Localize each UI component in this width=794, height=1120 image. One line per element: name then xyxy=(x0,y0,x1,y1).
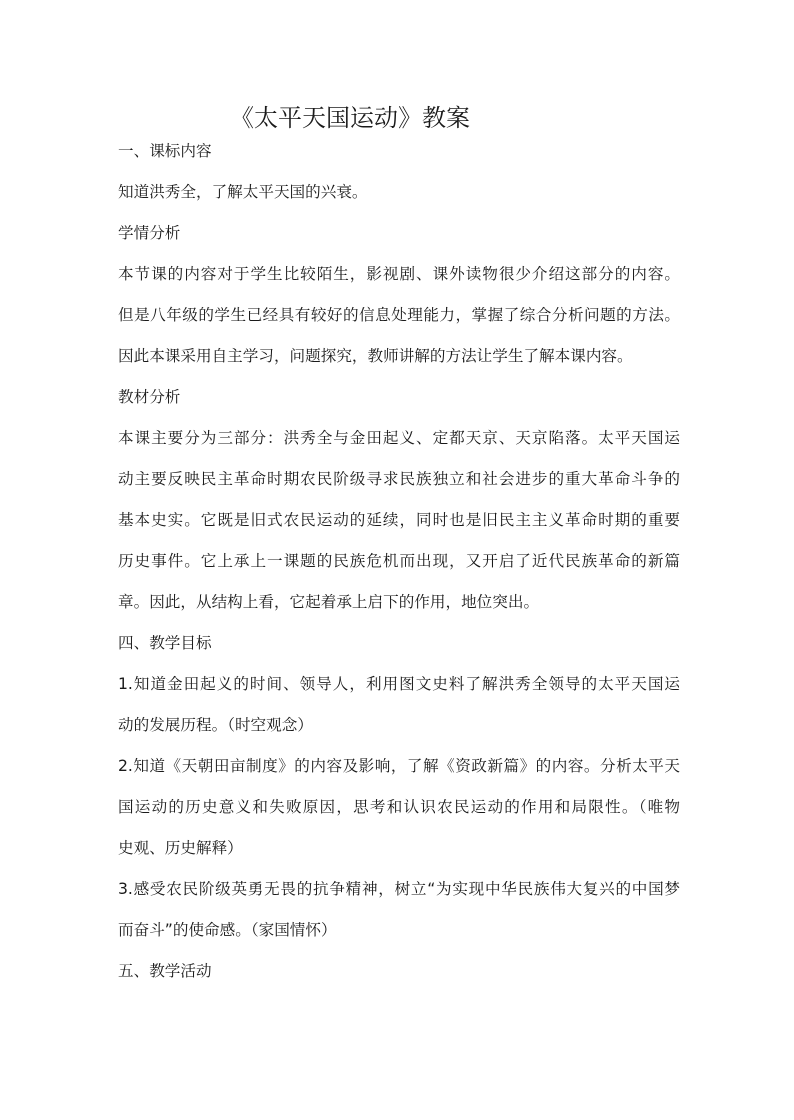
paragraph-line: 1.知道金田起义的时间、领导人，利用图文史料了解洪秀全领导的太平天国运 xyxy=(118,675,680,693)
paragraph-line: 2.知道《天朝田亩制度》的内容及影响，了解《资政新篇》的内容。分析太平天 xyxy=(118,757,680,775)
document-title: 《太平天国运动》教案 xyxy=(230,104,470,132)
paragraph-line: 3.感受农民阶级英勇无畏的抗争精神，树立“为实现中华民族伟大复兴的中国梦 xyxy=(118,880,680,898)
section-heading-curriculum: 一、课标内容 xyxy=(118,142,212,160)
section-heading-teaching-goals: 四、教学目标 xyxy=(118,634,212,652)
paragraph-line: 本节课的内容对于学生比较陌生，影视剧、课外读物很少介绍这部分的内容。 xyxy=(118,265,680,283)
paragraph-line: 动的发展历程。（时空观念） xyxy=(118,716,313,734)
paragraph-line: 史观、历史解释） xyxy=(118,839,243,857)
paragraph-line: 因此本课采用自主学习，问题探究，教师讲解的方法让学生了解本课内容。 xyxy=(118,347,633,365)
paragraph-line: 国运动的历史意义和失败原因，思考和认识农民运动的作用和局限性。（唯物 xyxy=(118,798,680,816)
paragraph-line: 基本史实。它既是旧式农民运动的延续，同时也是旧民主主义革命时期的重要 xyxy=(118,511,680,529)
paragraph-line: 而奋斗”的使命感。（家国情怀） xyxy=(118,921,337,939)
document-body xyxy=(118,141,680,1002)
section-heading-textbook-analysis: 教材分析 xyxy=(118,388,181,406)
paragraph-line: 但是八年级的学生已经具有较好的信息处理能力，掌握了综合分析问题的方法。 xyxy=(118,306,680,324)
paragraph-line: 知道洪秀全，了解太平天国的兴衰。 xyxy=(118,183,368,201)
paragraph-line: 本课主要分为三部分：洪秀全与金田起义、定都天京、天京陷落。太平天国运 xyxy=(118,429,680,447)
section-heading-learner-analysis: 学情分析 xyxy=(118,224,181,242)
paragraph-line: 章。因此，从结构上看，它起着承上启下的作用，地位突出。 xyxy=(118,593,540,611)
paragraph-line: 历史事件。它上承上一课题的民族危机而出现，又开启了近代民族革命的新篇 xyxy=(118,552,680,570)
paragraph-line: 动主要反映民主革命时期农民阶级寻求民族独立和社会进步的重大革命斗争的 xyxy=(118,470,680,488)
section-heading-teaching-activities: 五、教学活动 xyxy=(118,962,212,980)
